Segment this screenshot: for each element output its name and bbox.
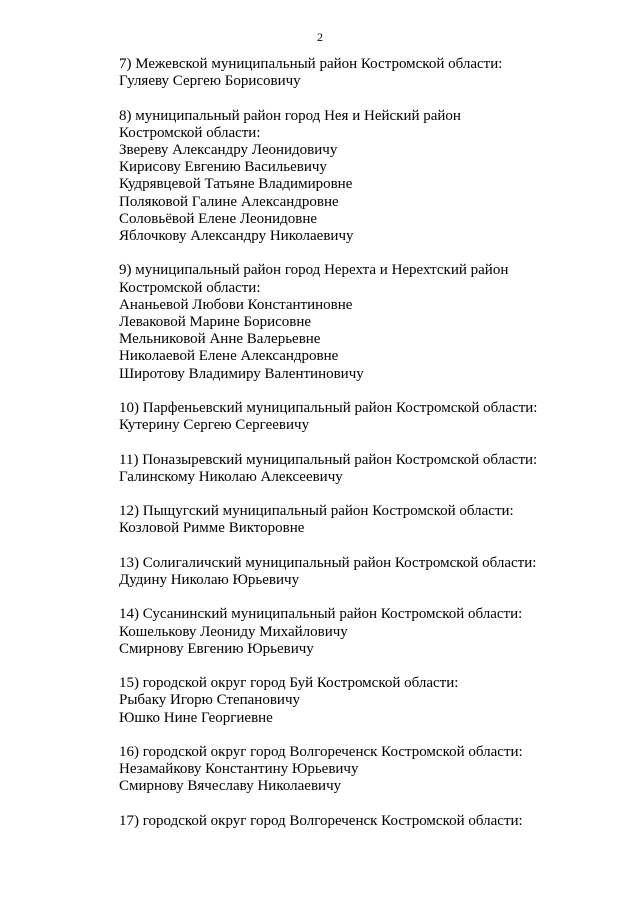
person-name: Звереву Александру Леонидовичу xyxy=(119,142,338,158)
section-heading-line: 14) Сусанинский муниципальный район Костромской области: xyxy=(119,606,523,623)
list-section xyxy=(119,503,619,537)
list-section xyxy=(119,555,619,589)
person-name: Смирнову Вячеславу Николаевичу xyxy=(119,778,342,795)
section-heading-line: 9) муниципальный район город Нерехта и Нерехтский район xyxy=(119,262,509,279)
person-name: Галинскому Николаю Алексеевичу xyxy=(119,468,343,485)
person-name: Кутерину Сергею Сергеевичу xyxy=(119,417,310,434)
person-name: Гуляеву Сергею Борисовичу xyxy=(119,73,301,90)
person-name: Дудину Николаю Юрьевичу xyxy=(119,572,300,588)
person-name: Мельниковой Анне Валерьевне xyxy=(119,331,321,348)
person-name: Рыбаку Игорю Степановичу xyxy=(119,692,300,709)
section-heading-line: 15) городской округ город Буй Костромской области: xyxy=(119,675,459,692)
person-name: Яблочкову Александру Николаевичу xyxy=(119,228,354,245)
section-heading-line: 13) Солигаличский муниципальный район Костромской области: xyxy=(119,554,537,571)
list-section xyxy=(119,675,619,727)
list-section xyxy=(119,108,619,246)
list-section xyxy=(119,452,619,486)
person-name: Ананьевой Любови Константиновне xyxy=(119,296,353,313)
person-name: Леваковой Марине Борисовне xyxy=(119,314,312,331)
person-name: Кошелькову Леониду Михайловичу xyxy=(119,623,348,640)
person-name: Кудрявцевой Татьяне Владимировне xyxy=(119,176,353,193)
section-heading-line: Костромской области: xyxy=(119,124,261,141)
list-section xyxy=(119,400,619,434)
person-name: Поляковой Галине Александровне xyxy=(119,193,339,210)
person-name: Кирисову Евгению Васильевичу xyxy=(119,159,327,176)
section-heading-line: Костромской области: xyxy=(119,279,261,296)
person-name: Козловой Римме Викторовне xyxy=(119,520,305,537)
list-section xyxy=(119,744,619,796)
person-name: Смирнову Евгению Юрьевичу xyxy=(119,640,314,657)
list-section xyxy=(119,606,619,658)
list-section xyxy=(119,56,619,90)
document-body xyxy=(119,56,619,847)
page-number: 2 xyxy=(317,30,323,44)
person-name: Юшко Нине Георгиевне xyxy=(119,709,273,726)
person-name: Незамайкову Константину Юрьевичу xyxy=(119,761,359,778)
section-heading-line: 8) муниципальный район город Нея и Нейский район xyxy=(119,107,461,124)
list-section xyxy=(119,262,619,382)
section-heading-line: 17) городской округ город Волгореченск Костромской области: xyxy=(119,812,523,829)
section-heading-line: 7) Межевской муниципальный район Костромской области: xyxy=(119,56,503,72)
section-heading-line: 10) Парфеньевский муниципальный район Костромской области: xyxy=(119,400,538,417)
section-heading-line: 11) Поназыревский муниципальный район Костромской области: xyxy=(119,451,538,468)
person-name: Широтову Владимиру Валентиновичу xyxy=(119,365,364,382)
list-section xyxy=(119,813,619,830)
person-name: Соловьёвой Елене Леонидовне xyxy=(119,210,318,227)
section-heading-line: 16) городской округ город Волгореченск Костромской области: xyxy=(119,743,523,760)
section-heading-line: 12) Пыщугский муниципальный район Костромской области: xyxy=(119,503,514,520)
person-name: Николаевой Елене Александровне xyxy=(119,348,339,365)
